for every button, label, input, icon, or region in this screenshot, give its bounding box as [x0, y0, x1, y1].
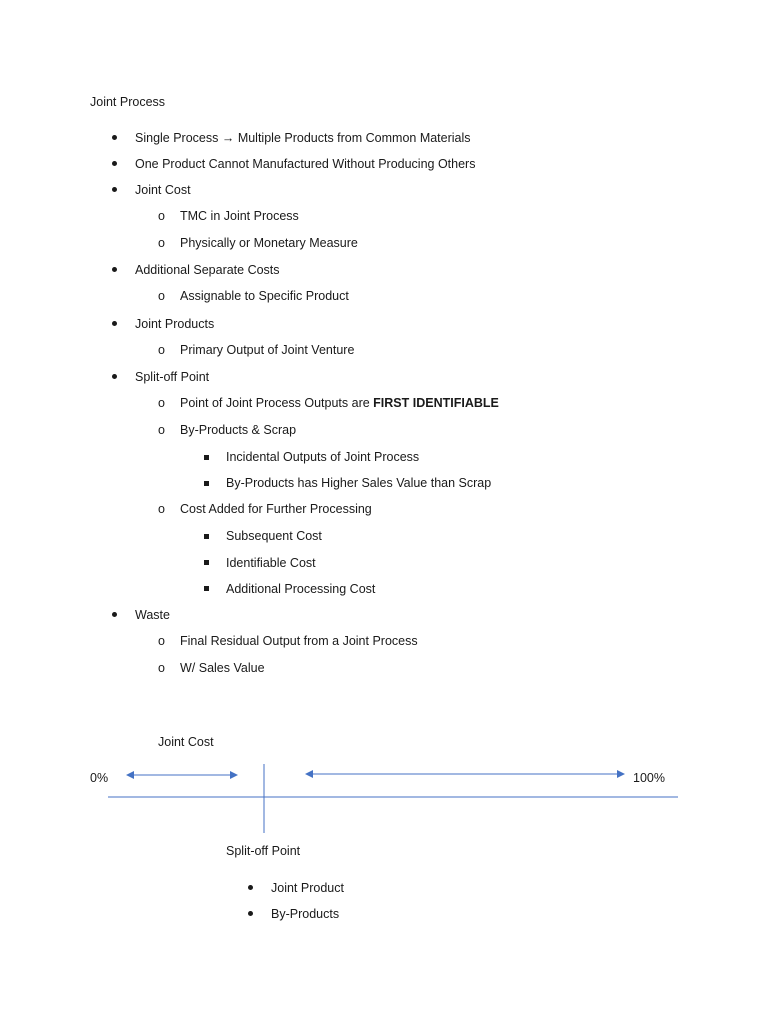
bullet-circle: o	[158, 236, 165, 250]
list-item: Assignable to Specific Product	[180, 289, 349, 303]
list-item: Joint Product	[271, 881, 344, 895]
list-item: Incidental Outputs of Joint Process	[226, 450, 420, 464]
list-item: Primary Output of Joint Venture	[180, 343, 355, 357]
zero-percent-label: 0%	[90, 771, 109, 785]
list-item: Joint Cost	[135, 183, 191, 197]
hundred-percent-label: 100%	[633, 771, 665, 785]
list-item: Additional Separate Costs	[135, 263, 280, 277]
list-item: Physically or Monetary Measure	[180, 236, 358, 250]
list-item: Single Process → Multiple Products from Common Materials	[135, 131, 471, 145]
bullet-circle: o	[158, 289, 165, 303]
list-item: One Product Cannot Manufactured Without Producing Others	[135, 157, 476, 171]
bullet-circle: o	[158, 396, 165, 410]
split-off-point-label: Split-off Point	[226, 844, 301, 858]
bullet-circle: o	[158, 661, 165, 675]
bullet-circle: o	[158, 423, 165, 437]
list-item: Additional Processing Cost	[226, 582, 376, 596]
list-item: Cost Added for Further Processing	[180, 502, 372, 516]
list-item: Subsequent Cost	[226, 529, 322, 543]
list-item: Split-off Point	[135, 370, 210, 384]
joint-cost-label: Joint Cost	[158, 735, 214, 749]
emphasis-text: FIRST IDENTIFIABLE	[373, 396, 499, 410]
list-item: By-Products	[271, 907, 340, 921]
list-item: TMC in Joint Process	[180, 209, 299, 223]
list-item: W/ Sales Value	[180, 661, 265, 675]
list-item: Joint Products	[135, 317, 215, 331]
bullet-circle: o	[158, 634, 165, 648]
bullet-dot	[248, 911, 253, 916]
list-item-text: Point of Joint Process Outputs are	[180, 396, 374, 410]
bullet-dot	[248, 885, 253, 890]
bullet-circle: o	[158, 209, 165, 223]
list-item: Waste	[135, 608, 170, 622]
list-item: Final Residual Output from a Joint Process	[180, 634, 418, 648]
list-item: By-Products has Higher Sales Value than Scrap	[226, 476, 492, 490]
list-item: Identifiable Cost	[226, 556, 316, 570]
bullet-circle: o	[158, 502, 165, 516]
bullet-circle: o	[158, 343, 165, 357]
document-title: Joint Process	[90, 95, 166, 109]
list-item: By-Products & Scrap	[180, 423, 297, 437]
